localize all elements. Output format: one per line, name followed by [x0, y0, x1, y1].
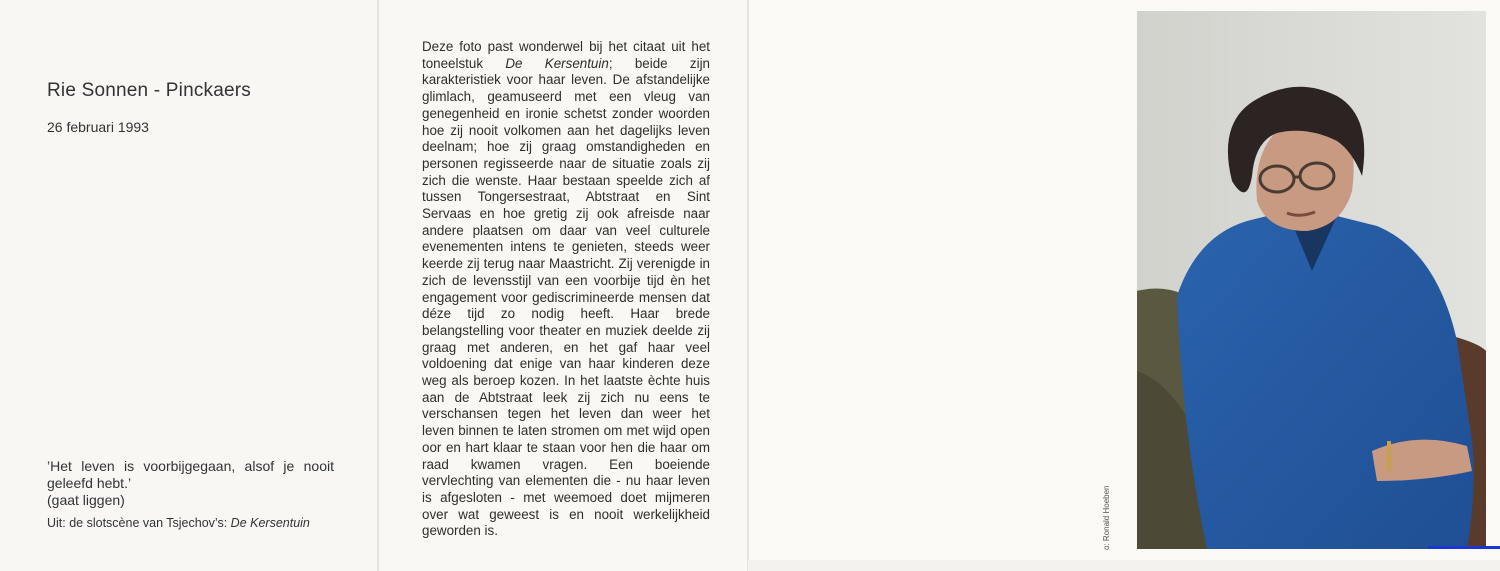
- memorial-text-title: De Kersentuin: [505, 55, 609, 71]
- photo-credit: o: Ronald Hoeben: [1102, 485, 1111, 550]
- memorial-text: [422, 39, 710, 540]
- death-date: 26 februari 1993: [47, 119, 149, 135]
- memorial-text-rest: ; beide zijn karakteristiek voor haar leven. De afstandelijke glimlach, geamuseerd met een vleug van genegenheid en ironie schetst zonder woorden hoe zij nooit volkomen aan het dagelijks leven deelnam; hoe zij graag omstandigheden en personen regisseerde naar de situatie zoals zij zich die wenste. Haar bestaan speelde zich af tussen Tongersestraat, Abtstraat en Sint Servaas en hoe gretig zij ook afreisde naar andere plaatsen om daar van veel culturele evenementen intens te genieten, steeds weer keerde zij terug naar Maastricht. Zij verenigde in zich de levensstijl van een voorbije tijd èn het engagement voor gediscrimineerde mensen dat déze tijd zo nodig heeft. Haar brede belangstelling voor theater en muziek deelde zij graag met anderen, en het gaf haar veel voldoening dat enige van haar kinderen deze weg als beroep kozen. In het laatste èchte huis aan de Abtstraat leek zij zich nu eens te verschansen tegen het leven dan weer het leven binnen te laten stromen om met wijd open oor en hart klaar te staan voor hen die haar om raad kwamen vragen. Een boeiende vervlechting van elementen die - nu haar leven is afgesloten - met weemoed doet mijmeren over wat geweest is en nooit werkelijkheid geworden is.: [422, 55, 711, 539]
- bottom-strip: [748, 560, 1500, 571]
- quote: [47, 458, 334, 509]
- quote-source: [47, 516, 310, 530]
- quote-source-title: De Kersentuin: [230, 516, 310, 530]
- quote-source-prefix: Uit: de slotscène van Tsjechov’s:: [47, 516, 231, 530]
- memorial-text-start: Deze foto past wonderwel bij het citaat uit het toneelstuk: [422, 39, 710, 71]
- blue-edge: [1428, 546, 1500, 549]
- deceased-name: Rie Sonnen - Pinckaers: [47, 80, 252, 101]
- bracelet: [1387, 441, 1391, 471]
- portrait-illustration: [1137, 11, 1486, 549]
- quote-stage-direction: (gaat liggen): [47, 492, 125, 508]
- portrait-photo: [1137, 11, 1486, 549]
- fold-line: [747, 0, 749, 571]
- fold-line: [377, 0, 379, 571]
- quote-text: ’Het leven is voorbijgegaan, alsof je nooit geleefd hebt.’: [47, 458, 334, 491]
